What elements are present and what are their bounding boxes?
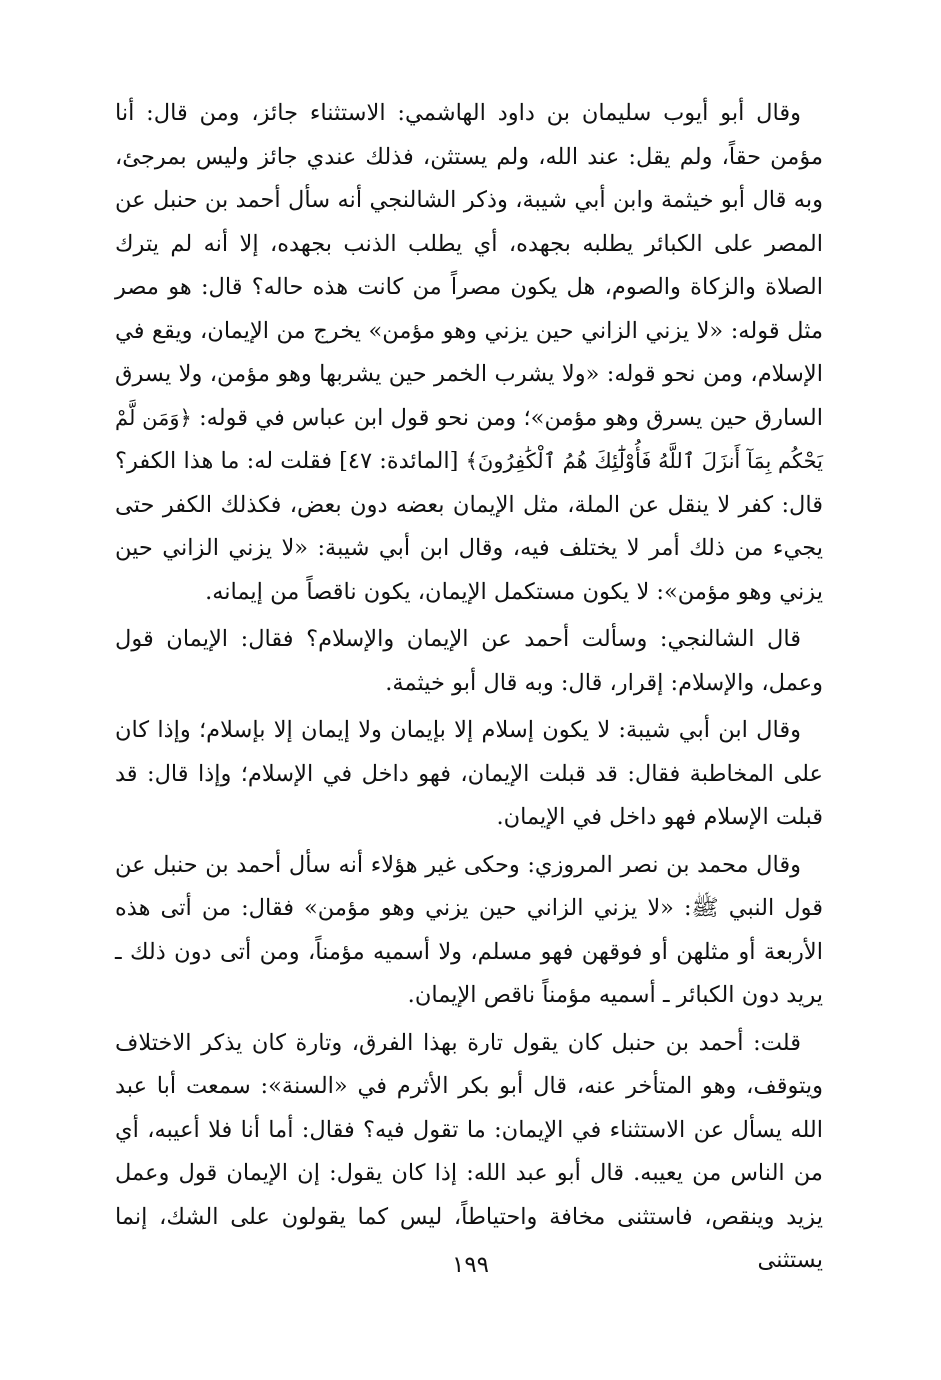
page-number: ١٩٩ xyxy=(451,1252,490,1278)
paragraph-4-text: وقال محمد بن نصر المروزي: وحكى غير هؤلاء أنه سأل أحمد بن حنبل عن قول النبي ﷺ: «لا يزني الزاني حين يزني وهو مؤمن» فقال: من أتى هذه الأربعة أو مثلهن أو فوقهن فهو مسلم، ولا أسميه مؤمناً، ومن أتى دون ذلك ـ يريد دون الكبائر ـ أسميه مؤمناً ناقص الإيمان. xyxy=(115,851,823,1008)
paragraph-1 xyxy=(115,92,823,614)
paragraph-5 xyxy=(115,1022,823,1283)
paragraph-2 xyxy=(115,618,823,705)
paragraph-3-text: وقال ابن أبي شيبة: لا يكون إسلام إلا بإيمان ولا إيمان إلا بإسلام؛ وإذا كان على المخاطبة فقال: قد قبلت الإيمان، فهو داخل في الإسلام؛ وإذا قال: قد قبلت الإسلام فهو داخل في الإيمان. xyxy=(115,717,823,830)
paragraph-1-text-a: وقال أبو أيوب سليمان بن داود الهاشمي: الاستثناء جائز، ومن قال: أنا مؤمن حقاً، ولم يقل: عند الله، ولم يستثن، فذلك عندي جائز وليس بمرجئ، وبه قال أبو خيثمة وابن أبي شيبة، وذكر الشالنجي أنه سأل أحمد بن حنبل عن المصر على الكبائر يطلبه بجهده، أي يطلب الذنب بجهده، إلا أنه لم يترك الصلاة والزكاة والصوم، هل يكون مصراً من كانت هذه حاله؟ قال: هو مصر مثل قوله: «لا يزني الزاني حين يزني وهو مؤمن» يخرج من الإيمان، ويقع في الإسلام، ومن نحو قوله: «ولا يشرب الخمر حين يشربها وهو مؤمن، ولا يسرق السارق حين يسرق وهو مؤمن»؛ ومن نحو قول ابن عباس في قوله: xyxy=(115,100,824,431)
body-text xyxy=(115,92,823,1283)
paragraph-4 xyxy=(115,844,823,1018)
paragraph-2-text: قال الشالنجي: وسألت أحمد عن الإيمان والإسلام؟ فقال: الإيمان قول وعمل، والإسلام: إقرار، قال: وبه قال أبو خيثمة. xyxy=(115,626,823,696)
quran-verse: ﴿وَمَن لَّمْ يَحْكُم بِمَآ أَنزَلَ ٱللَّهُ فَأُوْلَٰٓئِكَ هُمُ ٱلْكَٰفِرُونَ﴾ xyxy=(115,405,823,473)
paragraph-1-text-b: [المائدة: ٤٧] فقلت له: ما هذا الكفر؟ قال: كفر لا ينقل عن الملة، مثل الإيمان بعضه دون بعض، فكذلك الكفر حتى يجيء من ذلك أمر لا يختلف فيه، وقال ابن أبي شيبة: «لا يزني الزاني حين يزني وهو مؤمن»: لا يكون مستكمل الإيمان، يكون ناقصاً من إيمانه. xyxy=(115,448,823,605)
paragraph-5-text: قلت: أحمد بن حنبل كان يقول تارة بهذا الفرق، وتارة كان يذكر الاختلاف ويتوقف، وهو المتأخر عنه، قال أبو بكر الأثرم في «السنة»: سمعت أبا عبد الله يسأل عن الاستثناء في الإيمان: ما تقول فيه؟ فقال: أما أنا فلا أعيبه، أي من الناس من يعيبه. قال أبو عبد الله: إذا كان يقول: إن الإيمان قول وعمل يزيد وينقص، فاستثنى مخافة واحتياطاً، ليس كما يقولون على الشك، إنما يستثنى xyxy=(115,1029,823,1273)
paragraph-3 xyxy=(115,709,823,840)
